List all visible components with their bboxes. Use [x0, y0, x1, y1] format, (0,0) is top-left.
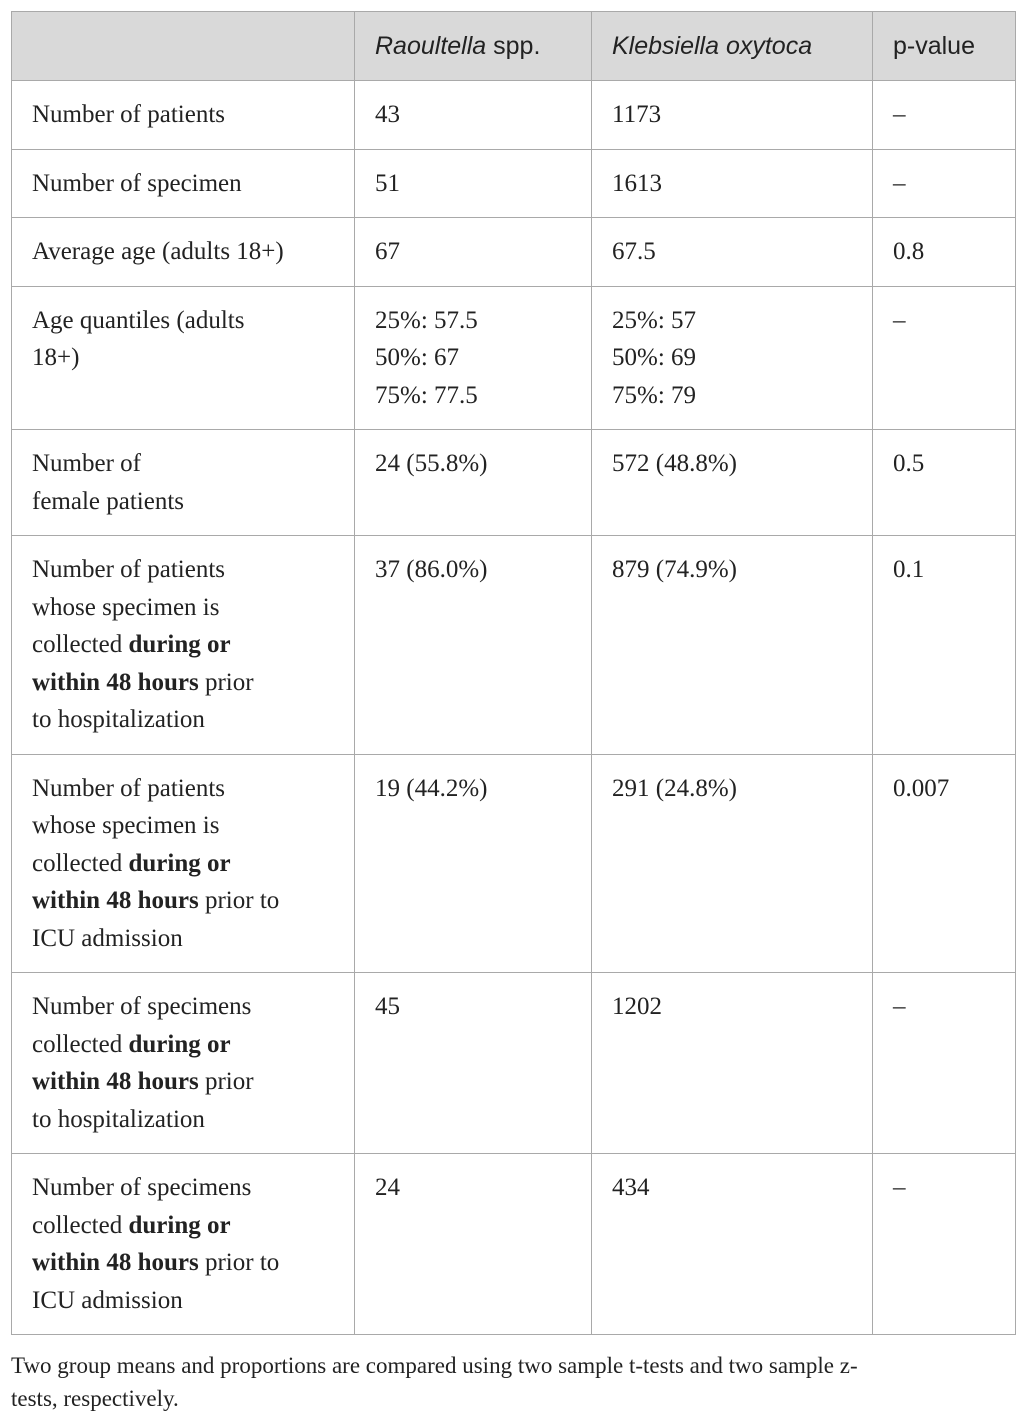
row-label-text: Number of specimens	[32, 1174, 252, 1201]
row-label-line	[32, 96, 334, 134]
klebsiella-value-cell	[592, 754, 873, 973]
row-label-text: Number of patients	[32, 101, 226, 128]
row-label-bold-text: within 48 hours	[32, 1249, 199, 1276]
table-row	[12, 1154, 1016, 1335]
table-row	[12, 430, 1016, 536]
pvalue-cell	[873, 973, 1016, 1154]
table-row	[12, 149, 1016, 218]
raoultella-value-cell	[355, 286, 592, 430]
row-label-text: Number of specimen	[32, 169, 242, 197]
raoultella-value: 19 (44.2%)	[375, 774, 488, 802]
row-label-line	[32, 770, 334, 808]
table-row	[12, 81, 1016, 150]
klebsiella-value-cell	[592, 149, 873, 218]
row-label-line	[32, 807, 334, 845]
pvalue-value: 0.1	[893, 556, 925, 583]
raoultella-value: 37 (86.0%)	[375, 556, 488, 583]
row-label-text: prior to	[198, 1249, 280, 1276]
raoultella-value: 25%: 57.5	[375, 306, 478, 334]
klebsiella-value: 25%: 57	[612, 306, 697, 334]
row-label-line	[32, 233, 334, 271]
row-label-text: prior	[198, 1068, 254, 1095]
raoultella-value: 51	[375, 169, 400, 197]
data-table	[11, 11, 1016, 1335]
table-caption	[11, 1349, 1015, 1415]
klebsiella-value: 434	[612, 1174, 650, 1201]
pvalue-value: –	[893, 993, 906, 1020]
table-row	[12, 536, 1016, 755]
header-klebsiella-italic: Klebsiella oxytoca	[612, 31, 813, 60]
klebsiella-value: 1202	[612, 993, 662, 1020]
table-row	[12, 286, 1016, 430]
row-label-text: collected	[32, 631, 129, 658]
klebsiella-value: 67.5	[612, 238, 656, 265]
header-cell-raoultella	[355, 12, 592, 81]
row-label-text: to hospitalization	[32, 1105, 205, 1133]
table-row	[12, 973, 1016, 1154]
klebsiella-value-cell	[592, 1154, 873, 1335]
row-label-line	[32, 339, 334, 377]
pvalue-cell	[873, 754, 1016, 973]
header-raoultella-plain: spp.	[486, 31, 541, 60]
klebsiella-value: 50%: 69	[612, 344, 697, 371]
raoultella-value: 43	[375, 101, 400, 128]
row-label-cell	[12, 1154, 355, 1335]
row-label-line	[32, 589, 334, 627]
raoultella-value-cell	[355, 430, 592, 536]
row-label-text: prior	[198, 668, 254, 696]
table-body	[12, 81, 1016, 1335]
raoultella-value-cell	[355, 973, 592, 1154]
row-label-line	[32, 1063, 334, 1101]
row-label-text: 18+)	[32, 344, 80, 371]
row-label-line	[32, 302, 334, 340]
row-label-line	[32, 845, 334, 883]
row-label-cell	[12, 973, 355, 1154]
klebsiella-value: 1613	[612, 169, 662, 197]
raoultella-value: 67	[375, 238, 400, 265]
pvalue-value: 0.8	[893, 238, 925, 265]
row-label-cell	[12, 754, 355, 973]
klebsiella-value: 879 (74.9%)	[612, 556, 737, 583]
klebsiella-value-cell	[592, 430, 873, 536]
row-label-bold-text: within 48 hours	[32, 1068, 199, 1095]
pvalue-value: 0.007	[893, 774, 950, 802]
raoultella-value-cell	[355, 536, 592, 755]
row-label-cell	[12, 286, 355, 430]
row-label-line	[32, 988, 334, 1026]
row-label-bold-text: within 48 hours	[32, 668, 199, 696]
raoultella-value-cell	[355, 149, 592, 218]
row-label-text: collected	[32, 849, 129, 877]
table-row	[12, 218, 1016, 287]
raoultella-value: 24	[375, 1174, 400, 1201]
header-cell-klebsiella	[592, 12, 873, 81]
row-label-text: prior to	[198, 887, 280, 914]
klebsiella-value: 572 (48.8%)	[612, 450, 737, 477]
caption-line: tests, respectively.	[11, 1386, 179, 1411]
row-label-bold-text: within 48 hours	[32, 887, 199, 914]
pvalue-value: –	[893, 1174, 906, 1201]
caption-line: Two group means and proportions are compared using two sample t-tests and two sample z-	[11, 1353, 858, 1378]
row-label-text: whose specimen is	[32, 593, 220, 621]
table-container	[11, 11, 1015, 1415]
row-label-line	[32, 483, 334, 521]
row-label-text: female patients	[32, 487, 185, 515]
raoultella-value-cell	[355, 218, 592, 287]
row-label-text: whose specimen is	[32, 812, 220, 839]
row-label-line	[32, 1244, 334, 1282]
row-label-text: Average age (adults 18+)	[32, 238, 284, 265]
row-label-line	[32, 1282, 334, 1320]
row-label-text: ICU admission	[32, 1286, 183, 1314]
header-cell-label	[12, 12, 355, 81]
row-label-cell	[12, 81, 355, 150]
pvalue-cell	[873, 1154, 1016, 1335]
row-label-line	[32, 1207, 334, 1245]
klebsiella-value-cell	[592, 973, 873, 1154]
row-label-bold-text: during or	[128, 1211, 231, 1239]
header-raoultella-italic: Raoultella	[375, 31, 487, 60]
row-label-line	[32, 701, 334, 739]
pvalue-cell	[873, 149, 1016, 218]
row-label-line	[32, 165, 334, 203]
row-label-line	[32, 1101, 334, 1139]
row-label-text: Age quantiles (adults	[32, 306, 245, 334]
raoultella-value: 50%: 67	[375, 344, 460, 371]
pvalue-value: –	[893, 306, 906, 334]
klebsiella-value-cell	[592, 218, 873, 287]
row-label-cell	[12, 430, 355, 536]
row-label-text: Number of patients	[32, 556, 226, 583]
row-label-text: Number of patients	[32, 774, 226, 802]
klebsiella-value: 1173	[612, 101, 662, 128]
row-label-text: collected	[32, 1030, 129, 1058]
row-label-line	[32, 445, 334, 483]
row-label-bold-text: during or	[128, 849, 231, 877]
table-header	[12, 12, 1016, 81]
row-label-cell	[12, 218, 355, 287]
pvalue-cell	[873, 81, 1016, 150]
row-label-line	[32, 1169, 334, 1207]
raoultella-value: 45	[375, 993, 400, 1020]
pvalue-value: –	[893, 101, 906, 128]
row-label-bold-text: during or	[128, 1030, 231, 1058]
row-label-cell	[12, 536, 355, 755]
klebsiella-value-cell	[592, 536, 873, 755]
row-label-text: ICU admission	[32, 924, 183, 952]
row-label-text: Number of specimens	[32, 993, 252, 1020]
row-label-text: to hospitalization	[32, 706, 205, 733]
klebsiella-value-cell	[592, 286, 873, 430]
row-label-bold-text: during or	[128, 631, 231, 658]
raoultella-value: 24 (55.8%)	[375, 450, 488, 477]
row-label-line	[32, 551, 334, 589]
header-pvalue-text: p-value	[893, 31, 975, 60]
pvalue-cell	[873, 286, 1016, 430]
raoultella-value-cell	[355, 81, 592, 150]
raoultella-value: 75%: 77.5	[375, 381, 478, 409]
row-label-text: collected	[32, 1211, 129, 1239]
klebsiella-value-cell	[592, 81, 873, 150]
row-label-line	[32, 626, 334, 664]
row-label-line	[32, 882, 334, 920]
pvalue-cell	[873, 430, 1016, 536]
klebsiella-value: 291 (24.8%)	[612, 774, 737, 802]
klebsiella-value: 75%: 79	[612, 381, 697, 409]
table-row	[12, 754, 1016, 973]
pvalue-cell	[873, 536, 1016, 755]
raoultella-value-cell	[355, 1154, 592, 1335]
row-label-line	[32, 920, 334, 958]
row-label-line	[32, 1026, 334, 1064]
header-cell-pvalue	[873, 12, 1016, 81]
pvalue-cell	[873, 218, 1016, 287]
row-label-cell	[12, 149, 355, 218]
header-row	[12, 12, 1016, 81]
pvalue-value: 0.5	[893, 450, 925, 477]
row-label-line	[32, 664, 334, 702]
raoultella-value-cell	[355, 754, 592, 973]
pvalue-value: –	[893, 169, 906, 197]
row-label-text: Number of	[32, 450, 141, 477]
